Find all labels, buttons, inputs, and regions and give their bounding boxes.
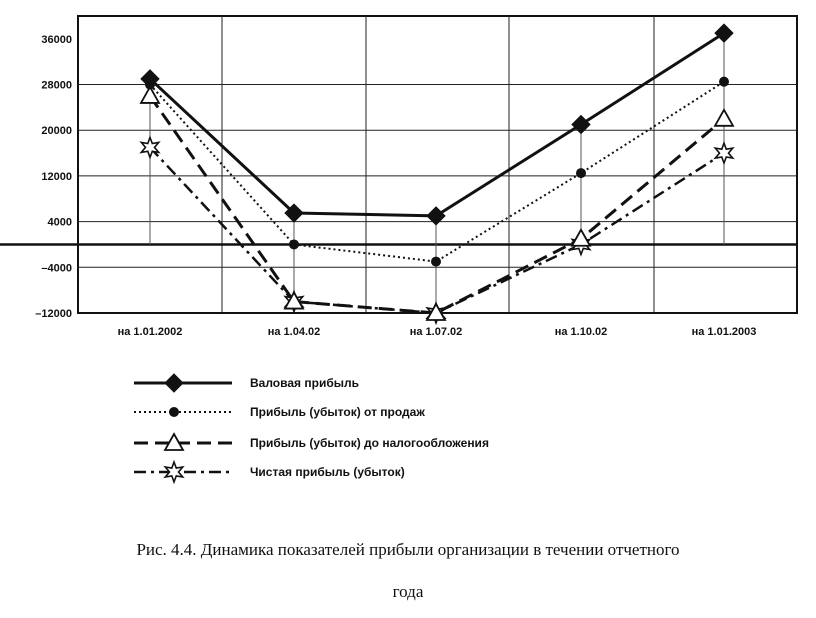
data-point-marker (719, 77, 729, 87)
legend-label: Прибыль (убыток) от продаж (250, 405, 425, 419)
legend-marker (169, 407, 179, 417)
x-tick-label: на 1.01.2002 (117, 326, 183, 338)
figure-caption-continued: года (392, 582, 424, 601)
data-point-marker (572, 230, 590, 246)
series-line (150, 147, 724, 313)
y-axis (35, 34, 72, 320)
y-tick-label: –4000 (41, 262, 72, 275)
legend-label: Прибыль (убыток) до налогообложения (250, 436, 489, 450)
series-3 (141, 87, 733, 320)
data-point-marker (427, 207, 445, 225)
figure-caption: Рис. 4.4. Динамика показателей прибыли организации в течении отчетного (136, 540, 680, 559)
data-point-marker (576, 168, 586, 178)
legend-entry (134, 374, 359, 392)
x-tick-label: на 1.07.02 (409, 326, 463, 338)
series-line (150, 82, 724, 262)
legend-entry (134, 462, 405, 482)
data-point-marker (289, 239, 299, 249)
series-line (150, 96, 724, 313)
plot-frame (78, 16, 797, 313)
x-axis (118, 326, 757, 338)
data-point-marker (715, 110, 733, 126)
data-point-marker (715, 24, 733, 42)
chart-legend (134, 374, 489, 482)
series-2 (145, 77, 729, 267)
series-4 (141, 137, 732, 323)
legend-entry (134, 405, 425, 419)
y-tick-label: –12000 (35, 308, 72, 320)
chart-grid (0, 16, 797, 313)
y-tick-label: 20000 (41, 125, 72, 138)
x-tick-label: на 1.01.2003 (691, 326, 757, 338)
series-line (150, 33, 724, 216)
data-point-marker (572, 116, 590, 134)
legend-label: Чистая прибыль (убыток) (250, 465, 405, 479)
x-tick-label: на 1.04.02 (267, 326, 321, 338)
chart-series (141, 24, 733, 323)
legend-label: Валовая прибыль (250, 376, 359, 390)
data-point-marker (431, 257, 441, 267)
y-tick-label: 4000 (47, 216, 72, 229)
y-tick-label: 36000 (41, 33, 72, 46)
y-tick-label: 12000 (41, 170, 72, 183)
y-tick-label: 28000 (41, 79, 72, 92)
x-tick-label: на 1.10.02 (554, 326, 608, 338)
data-point-marker (715, 143, 732, 163)
legend-entry (134, 434, 489, 450)
series-1 (141, 24, 733, 225)
legend-marker (165, 374, 183, 392)
